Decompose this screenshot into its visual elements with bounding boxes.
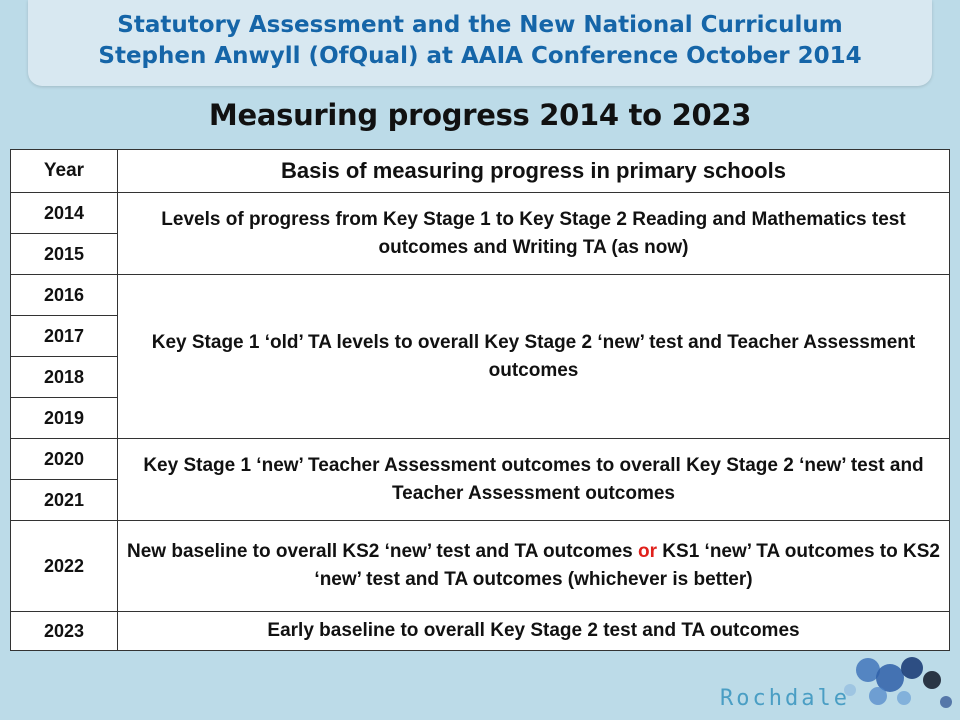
slide-title: Measuring progress 2014 to 2023 bbox=[208, 98, 752, 132]
year-cell: 2019 bbox=[11, 398, 118, 439]
column-header-year: Year bbox=[11, 150, 118, 193]
year-cell: 2018 bbox=[11, 357, 118, 398]
table-header-row bbox=[11, 150, 950, 193]
or-highlight: or bbox=[638, 541, 658, 562]
table-row bbox=[11, 612, 950, 651]
basis-cell: Levels of progress from Key Stage 1 to Key Stage 2 Reading and Mathematics test outcomes and Writing TA (as now) bbox=[118, 193, 950, 275]
year-cell: 2014 bbox=[11, 193, 118, 234]
year-cell: 2020 bbox=[11, 439, 118, 480]
table-row bbox=[11, 193, 950, 234]
table-row bbox=[11, 275, 950, 316]
year-cell: 2016 bbox=[11, 275, 118, 316]
header-line-1: Statutory Assessment and the New National Curriculum bbox=[117, 12, 843, 38]
basis-cell bbox=[118, 521, 950, 612]
year-cell: 2021 bbox=[11, 480, 118, 521]
header-line-2: Stephen Anwyll (OfQual) at AAIA Conference October 2014 bbox=[98, 43, 862, 69]
table-row bbox=[11, 439, 950, 480]
basis-cell: Key Stage 1 ‘new’ Teacher Assessment outcomes to overall Key Stage 2 ‘new’ test and Teacher Assessment outcomes bbox=[118, 439, 950, 521]
year-cell: 2015 bbox=[11, 234, 118, 275]
year-cell: 2022 bbox=[11, 521, 118, 612]
table-row bbox=[11, 521, 950, 612]
header-banner bbox=[28, 0, 932, 86]
basis-cell: Key Stage 1 ‘old’ TA levels to overall Key Stage 2 ‘new’ test and Teacher Assessment outcomes bbox=[118, 275, 950, 439]
basis-cell: Early baseline to overall Key Stage 2 test and TA outcomes bbox=[118, 612, 950, 651]
basis-text: KS1 ‘new’ TA outcomes to KS2 ‘new’ test and TA outcomes (whichever is better) bbox=[314, 541, 940, 590]
basis-text: New baseline to overall KS2 ‘new’ test and TA outcomes bbox=[127, 541, 639, 562]
rochdale-logo-text: Rochdale bbox=[720, 686, 850, 711]
year-cell: 2023 bbox=[11, 612, 118, 651]
column-header-basis: Basis of measuring progress in primary schools bbox=[118, 150, 950, 193]
year-cell: 2017 bbox=[11, 316, 118, 357]
progress-table bbox=[10, 149, 950, 651]
